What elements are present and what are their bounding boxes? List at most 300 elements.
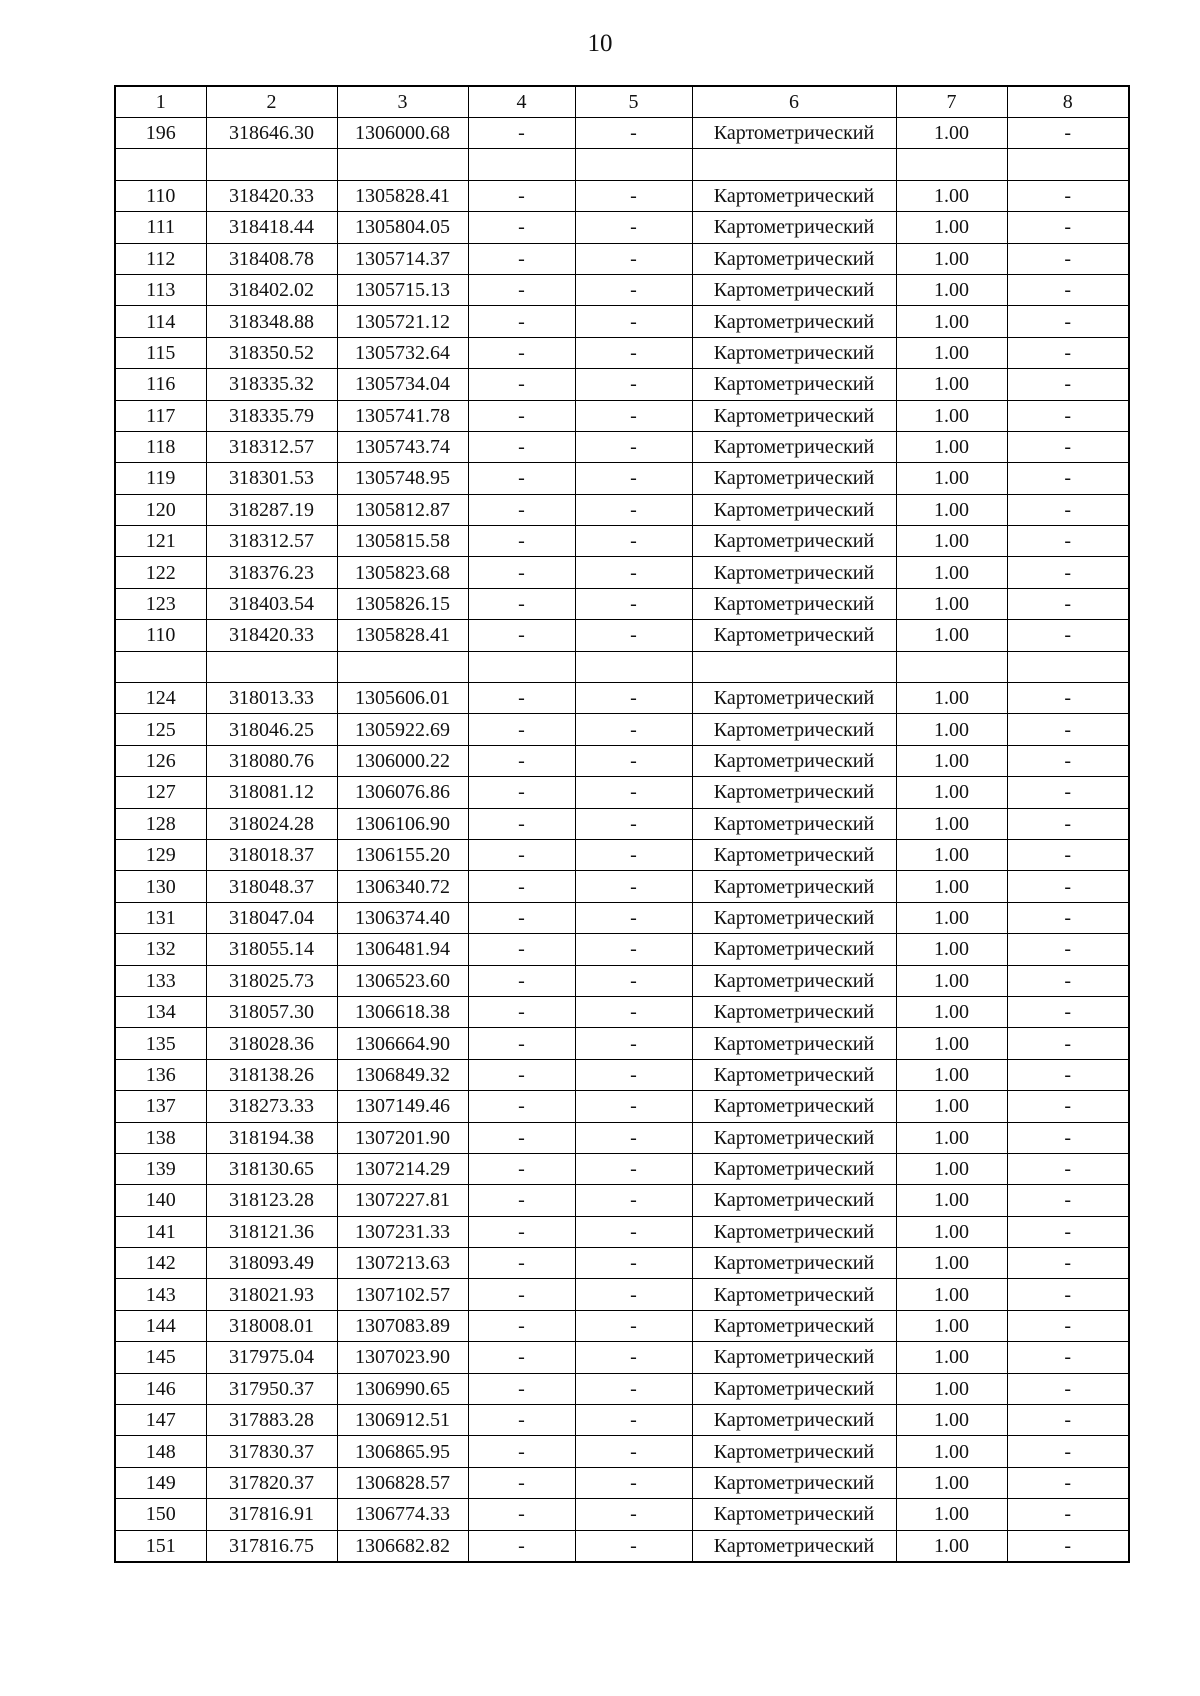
table-cell [115,149,206,180]
table-cell: - [1007,996,1129,1027]
column-header: 4 [468,86,575,118]
table-row [115,274,1129,305]
table-cell: 119 [115,463,206,494]
table-row [115,745,1129,776]
table-cell: - [468,965,575,996]
table-cell: 150 [115,1499,206,1530]
table-cell: Картометрический [692,369,896,400]
table-cell: 114 [115,306,206,337]
table-cell: 318057.30 [206,996,337,1027]
table-cell: 1.00 [896,1279,1007,1310]
table-cell: 124 [115,683,206,714]
table-cell: - [468,306,575,337]
table-cell: 318123.28 [206,1185,337,1216]
table-cell: Картометрический [692,683,896,714]
table-row [115,369,1129,400]
column-header: 8 [1007,86,1129,118]
table-cell: - [575,1373,692,1404]
table-cell: 318646.30 [206,118,337,149]
table-cell: - [468,934,575,965]
table-cell: Картометрический [692,431,896,462]
table-cell: - [575,1248,692,1279]
table-row [115,588,1129,619]
table-cell: Картометрический [692,965,896,996]
table-cell: 318025.73 [206,965,337,996]
table-cell: - [1007,400,1129,431]
table-cell: 1.00 [896,1122,1007,1153]
table-cell: 1.00 [896,965,1007,996]
table-cell: - [468,1059,575,1090]
table-cell: 120 [115,494,206,525]
table-cell: 1306865.95 [337,1436,468,1467]
table-cell: 144 [115,1310,206,1341]
table-cell: Картометрический [692,839,896,870]
table-row [115,463,1129,494]
table-cell: - [575,243,692,274]
table-cell: - [575,808,692,839]
table-cell: 138 [115,1122,206,1153]
table-cell: 318350.52 [206,337,337,368]
table-cell: - [575,1216,692,1247]
table-cell [896,651,1007,682]
table-cell: 1307227.81 [337,1185,468,1216]
table-cell: Картометрический [692,1342,896,1373]
table-row [115,934,1129,965]
table-cell: 1.00 [896,1310,1007,1341]
table-cell: 318093.49 [206,1248,337,1279]
table-cell: 318312.57 [206,526,337,557]
table-row [115,1059,1129,1090]
table-cell: 1.00 [896,431,1007,462]
table-row [115,1310,1129,1341]
table-cell: 115 [115,337,206,368]
table-cell: 1305734.04 [337,369,468,400]
table-cell: - [1007,714,1129,745]
table-cell: Картометрический [692,243,896,274]
table-cell: - [1007,1122,1129,1153]
table-row [115,494,1129,525]
table-cell: - [1007,1153,1129,1184]
table-cell: 318028.36 [206,1028,337,1059]
table-cell: - [1007,180,1129,211]
table-body [115,118,1129,1562]
table-cell: - [575,1342,692,1373]
table-cell: Картометрический [692,526,896,557]
table-cell: 1.00 [896,1028,1007,1059]
table-cell: - [575,902,692,933]
table-cell: 318418.44 [206,212,337,243]
table-cell: - [1007,934,1129,965]
table-cell: Картометрический [692,902,896,933]
table-cell: 151 [115,1530,206,1562]
table-cell: 318287.19 [206,494,337,525]
table-cell: - [468,1028,575,1059]
table-cell: - [1007,965,1129,996]
table-cell: - [1007,212,1129,243]
table-row [115,871,1129,902]
table-cell: 1.00 [896,369,1007,400]
table-cell: 132 [115,934,206,965]
table-cell [337,149,468,180]
table-cell: - [468,1499,575,1530]
table-cell: 136 [115,1059,206,1090]
table-cell: - [575,1405,692,1436]
table-cell: - [1007,431,1129,462]
table-cell: - [468,683,575,714]
table-cell: - [468,1373,575,1404]
table-cell: - [575,1185,692,1216]
table-cell: Картометрический [692,1499,896,1530]
table-row [115,118,1129,149]
table-cell: 121 [115,526,206,557]
table-cell: 1.00 [896,683,1007,714]
table-cell: 318194.38 [206,1122,337,1153]
table-cell: - [468,1122,575,1153]
table-cell: 117 [115,400,206,431]
table-cell [1007,149,1129,180]
table-cell: - [468,337,575,368]
table-cell: - [1007,1436,1129,1467]
table-cell: - [1007,526,1129,557]
table-cell: 1306076.86 [337,777,468,808]
table-cell [337,651,468,682]
table-cell: - [468,494,575,525]
table-cell: 317816.75 [206,1530,337,1562]
table-cell: 1306618.38 [337,996,468,1027]
table-cell: 139 [115,1153,206,1184]
table-cell: 1.00 [896,494,1007,525]
table-cell: - [1007,1216,1129,1247]
column-header: 7 [896,86,1007,118]
table-cell: - [468,180,575,211]
table-cell: - [1007,337,1129,368]
table-cell: - [575,180,692,211]
table-cell: 1306664.90 [337,1028,468,1059]
table-cell: 130 [115,871,206,902]
table-row [115,1248,1129,1279]
table-cell: 318420.33 [206,620,337,651]
table-cell: Картометрический [692,180,896,211]
table-row [115,180,1129,211]
table-cell: - [575,1499,692,1530]
table-cell: - [1007,777,1129,808]
table-cell: 318402.02 [206,274,337,305]
table-cell: 1307231.33 [337,1216,468,1247]
table-cell: - [575,588,692,619]
table-cell: 147 [115,1405,206,1436]
table-cell: 1305804.05 [337,212,468,243]
table-cell: - [575,934,692,965]
table-cell: 318130.65 [206,1153,337,1184]
table-cell: 318047.04 [206,902,337,933]
table-cell: - [1007,683,1129,714]
table-cell: - [468,1530,575,1562]
table-cell: Картометрический [692,871,896,902]
table-cell: 1307214.29 [337,1153,468,1184]
table-cell: - [468,839,575,870]
table-cell: - [575,118,692,149]
table-cell: 1.00 [896,243,1007,274]
table-row [115,306,1129,337]
table-cell: Картометрический [692,494,896,525]
table-cell: - [1007,369,1129,400]
table-cell [206,651,337,682]
table-cell: - [468,1091,575,1122]
table-cell: - [468,620,575,651]
table-cell: 1.00 [896,274,1007,305]
table-row [115,1279,1129,1310]
table-cell: 1305721.12 [337,306,468,337]
table-cell: 127 [115,777,206,808]
table-cell: - [1007,1028,1129,1059]
table-cell: - [468,557,575,588]
table-cell: 317816.91 [206,1499,337,1530]
table-cell: Картометрический [692,934,896,965]
table-cell: 318121.36 [206,1216,337,1247]
table-cell: 125 [115,714,206,745]
table-cell: 1.00 [896,745,1007,776]
table-cell: 318048.37 [206,871,337,902]
table-cell: 1.00 [896,306,1007,337]
table-cell: 318312.57 [206,431,337,462]
table-row [115,526,1129,557]
table-cell: - [1007,1279,1129,1310]
table-cell: Картометрический [692,1405,896,1436]
table-row [115,1153,1129,1184]
table-cell [115,651,206,682]
table-cell: - [575,1467,692,1498]
table-cell: 318055.14 [206,934,337,965]
table-cell: 1305812.87 [337,494,468,525]
table-cell: 1305714.37 [337,243,468,274]
table-cell: 1.00 [896,1373,1007,1404]
table-cell: 123 [115,588,206,619]
table-cell: 1.00 [896,588,1007,619]
table-row [115,243,1129,274]
table-cell: - [575,996,692,1027]
table-cell: 133 [115,965,206,996]
table-cell: 1305606.01 [337,683,468,714]
table-row [115,1436,1129,1467]
table-row [115,431,1129,462]
column-header: 5 [575,86,692,118]
table-cell [692,651,896,682]
table-cell: 1.00 [896,118,1007,149]
table-cell: - [468,274,575,305]
table-row [115,1405,1129,1436]
table-cell: - [575,400,692,431]
table-cell: 1.00 [896,871,1007,902]
table-cell: 116 [115,369,206,400]
table-cell: 318273.33 [206,1091,337,1122]
table-cell: 1.00 [896,808,1007,839]
table-cell: 1.00 [896,839,1007,870]
table-cell: - [468,1467,575,1498]
table-cell: - [1007,808,1129,839]
table-cell: Картометрический [692,1091,896,1122]
table-cell: 318420.33 [206,180,337,211]
table-cell: 318138.26 [206,1059,337,1090]
table-cell: - [1007,1405,1129,1436]
table-row [115,1467,1129,1498]
table-cell: - [1007,274,1129,305]
table-cell: 145 [115,1342,206,1373]
table-cell: - [468,808,575,839]
table-cell: 1306155.20 [337,839,468,870]
table-cell: Картометрический [692,808,896,839]
table-cell: Картометрический [692,1310,896,1341]
table-cell: 317883.28 [206,1405,337,1436]
table-cell: 143 [115,1279,206,1310]
column-header: 6 [692,86,896,118]
table-cell: 1.00 [896,1153,1007,1184]
column-header: 1 [115,86,206,118]
table-cell: 1306682.82 [337,1530,468,1562]
table-cell: Картометрический [692,463,896,494]
table-cell: - [575,369,692,400]
table-cell: 1.00 [896,1436,1007,1467]
table-row [115,996,1129,1027]
table-cell: 1.00 [896,212,1007,243]
table-cell: - [575,1530,692,1562]
table-cell: 113 [115,274,206,305]
table-cell: - [468,1436,575,1467]
table-cell: - [468,118,575,149]
table-cell: 1305741.78 [337,400,468,431]
table-cell: - [468,1310,575,1341]
table-cell: - [468,400,575,431]
table-cell: Картометрический [692,588,896,619]
table-cell: - [468,902,575,933]
table-cell: 1306523.60 [337,965,468,996]
table-cell [468,651,575,682]
table-cell: 318080.76 [206,745,337,776]
table-cell: 318046.25 [206,714,337,745]
table-cell: Картометрический [692,337,896,368]
table-cell: 317830.37 [206,1436,337,1467]
table-cell: 1306340.72 [337,871,468,902]
table-cell: 135 [115,1028,206,1059]
table-cell: - [468,431,575,462]
table-cell: - [468,243,575,274]
table-cell: - [1007,839,1129,870]
table-row [115,400,1129,431]
table-row [115,1185,1129,1216]
table-cell: 1307213.63 [337,1248,468,1279]
table-cell: 134 [115,996,206,1027]
table-row [115,1499,1129,1530]
table-cell: 1307149.46 [337,1091,468,1122]
table-cell: Картометрический [692,1059,896,1090]
table-cell: 137 [115,1091,206,1122]
table-cell: 1.00 [896,557,1007,588]
table-cell [575,149,692,180]
table-cell: Картометрический [692,274,896,305]
table-cell: Картометрический [692,1248,896,1279]
table-cell: 122 [115,557,206,588]
table-cell [896,149,1007,180]
table-cell: - [468,1279,575,1310]
table-cell: 318021.93 [206,1279,337,1310]
table-cell: - [575,1122,692,1153]
table-cell: 1.00 [896,337,1007,368]
table-cell: - [468,369,575,400]
table-cell: 148 [115,1436,206,1467]
table-cell: - [1007,620,1129,651]
table-cell: 1.00 [896,1248,1007,1279]
table-cell: 318348.88 [206,306,337,337]
table-row [115,1122,1129,1153]
table-cell: 1.00 [896,996,1007,1027]
table-cell: - [468,1216,575,1247]
table-cell: - [1007,1185,1129,1216]
table-cell: - [468,1185,575,1216]
table-cell: - [1007,243,1129,274]
table-cell: 1.00 [896,1185,1007,1216]
table-cell: Картометрический [692,1216,896,1247]
table-cell: Картометрический [692,1122,896,1153]
table-cell: - [468,871,575,902]
table-cell: 111 [115,212,206,243]
table-cell: 1306374.40 [337,902,468,933]
coordinates-table [114,85,1130,1563]
table-cell: - [575,494,692,525]
table-cell: - [468,1248,575,1279]
table-row [115,212,1129,243]
table-cell: Картометрический [692,1436,896,1467]
table-row [115,1028,1129,1059]
table-cell: - [468,1153,575,1184]
table-cell: - [575,337,692,368]
table-cell: 149 [115,1467,206,1498]
table-cell: - [575,306,692,337]
table-cell [468,149,575,180]
table-cell: 131 [115,902,206,933]
table-cell: 126 [115,745,206,776]
table-cell: 1.00 [896,463,1007,494]
table-cell: - [468,714,575,745]
table-cell: - [468,588,575,619]
column-header: 3 [337,86,468,118]
table-row [115,902,1129,933]
table-cell: - [1007,1467,1129,1498]
table-cell: - [468,1405,575,1436]
table-row [115,1530,1129,1562]
table-cell: - [1007,1530,1129,1562]
table-cell: 1306774.33 [337,1499,468,1530]
table-row [115,1342,1129,1373]
table-cell: Картометрический [692,1028,896,1059]
table-row [115,620,1129,651]
table-cell: Картометрический [692,1279,896,1310]
table-row [115,337,1129,368]
table-row [115,1373,1129,1404]
table-cell: 1305743.74 [337,431,468,462]
table-cell: 1305828.41 [337,180,468,211]
table-cell: - [1007,306,1129,337]
table-cell: 1307102.57 [337,1279,468,1310]
table-cell: 142 [115,1248,206,1279]
table-row [115,808,1129,839]
table-cell: 1305715.13 [337,274,468,305]
table-cell: Картометрический [692,777,896,808]
table-cell: - [1007,463,1129,494]
table-cell: Картометрический [692,620,896,651]
table-cell: - [468,996,575,1027]
table-cell: 1306481.94 [337,934,468,965]
table-cell: 1305815.58 [337,526,468,557]
table-cell: 1306106.90 [337,808,468,839]
